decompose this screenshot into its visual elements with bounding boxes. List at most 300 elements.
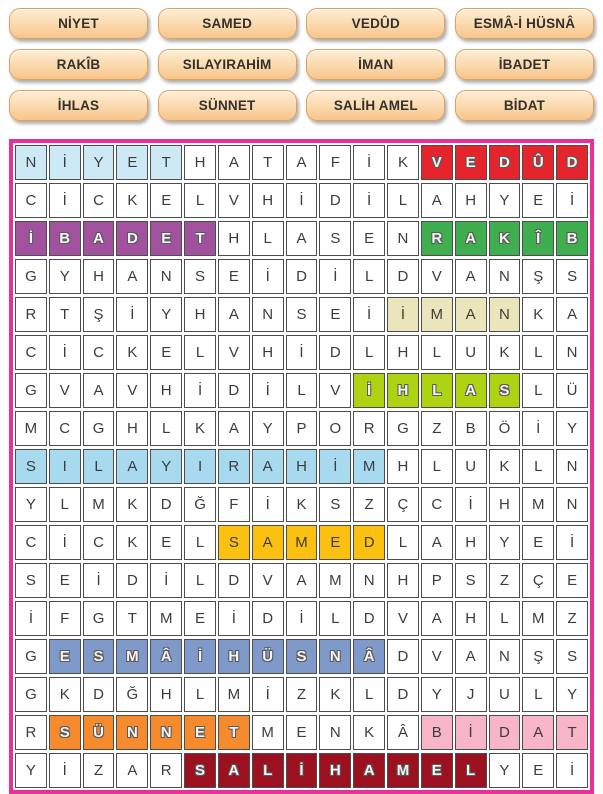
grid-cell[interactable]: T: [150, 145, 182, 180]
grid-cell[interactable]: Ğ: [116, 677, 148, 712]
grid-cell[interactable]: L: [522, 449, 554, 484]
grid-cell[interactable]: C: [421, 487, 453, 522]
grid-cell[interactable]: İ: [184, 639, 216, 674]
grid-cell[interactable]: C: [83, 525, 115, 560]
grid-cell[interactable]: V: [252, 563, 284, 598]
grid-cell[interactable]: Â: [150, 639, 182, 674]
grid-cell[interactable]: F: [218, 487, 250, 522]
grid-cell[interactable]: K: [387, 145, 419, 180]
grid-cell[interactable]: G: [387, 411, 419, 446]
grid-cell[interactable]: S: [83, 639, 115, 674]
grid-cell[interactable]: E: [522, 525, 554, 560]
grid-cell[interactable]: T: [184, 221, 216, 256]
grid-cell[interactable]: U: [489, 677, 521, 712]
grid-cell[interactable]: A: [218, 297, 250, 332]
grid-cell[interactable]: V: [319, 373, 351, 408]
grid-cell[interactable]: H: [387, 335, 419, 370]
grid-cell[interactable]: A: [455, 639, 487, 674]
grid-cell[interactable]: V: [218, 335, 250, 370]
grid-cell[interactable]: Z: [489, 563, 521, 598]
grid-cell[interactable]: Ü: [83, 715, 115, 750]
grid-cell[interactable]: İ: [353, 145, 385, 180]
grid-cell[interactable]: E: [49, 563, 81, 598]
grid-cell[interactable]: L: [353, 259, 385, 294]
grid-cell[interactable]: A: [522, 715, 554, 750]
grid-cell[interactable]: A: [116, 449, 148, 484]
grid-cell[interactable]: H: [116, 411, 148, 446]
grid-cell[interactable]: A: [286, 221, 318, 256]
grid-cell[interactable]: C: [15, 183, 47, 218]
grid-cell[interactable]: İ: [556, 183, 588, 218]
grid-cell[interactable]: N: [556, 449, 588, 484]
grid-cell[interactable]: A: [83, 221, 115, 256]
grid-cell[interactable]: H: [184, 145, 216, 180]
grid-cell[interactable]: A: [455, 373, 487, 408]
grid-cell[interactable]: M: [218, 677, 250, 712]
grid-cell[interactable]: L: [319, 601, 351, 636]
grid-cell[interactable]: G: [15, 639, 47, 674]
grid-cell[interactable]: Y: [489, 525, 521, 560]
grid-cell[interactable]: İ: [455, 487, 487, 522]
grid-cell[interactable]: D: [252, 601, 284, 636]
word-button-samed[interactable]: SAMED: [158, 8, 297, 39]
grid-cell[interactable]: A: [286, 145, 318, 180]
grid-cell[interactable]: H: [252, 335, 284, 370]
grid-cell[interactable]: S: [184, 259, 216, 294]
grid-cell[interactable]: L: [522, 335, 554, 370]
grid-cell[interactable]: K: [319, 677, 351, 712]
grid-cell[interactable]: B: [455, 411, 487, 446]
grid-cell[interactable]: E: [319, 297, 351, 332]
grid-cell[interactable]: İ: [353, 183, 385, 218]
grid-cell[interactable]: İ: [353, 373, 385, 408]
grid-cell[interactable]: N: [116, 715, 148, 750]
grid-cell[interactable]: H: [455, 601, 487, 636]
grid-cell[interactable]: L: [184, 335, 216, 370]
grid-cell[interactable]: Ç: [522, 563, 554, 598]
grid-cell[interactable]: N: [319, 715, 351, 750]
grid-cell[interactable]: E: [184, 715, 216, 750]
grid-cell[interactable]: Ü: [252, 639, 284, 674]
word-button-ibadet[interactable]: İBADET: [455, 49, 594, 80]
grid-cell[interactable]: Â: [353, 639, 385, 674]
grid-cell[interactable]: G: [15, 259, 47, 294]
grid-cell[interactable]: S: [489, 373, 521, 408]
grid-cell[interactable]: H: [218, 639, 250, 674]
grid-cell[interactable]: M: [522, 487, 554, 522]
grid-cell[interactable]: B: [49, 221, 81, 256]
grid-cell[interactable]: Y: [489, 183, 521, 218]
grid-cell[interactable]: Ö: [489, 411, 521, 446]
grid-cell[interactable]: İ: [286, 183, 318, 218]
grid-cell[interactable]: V: [116, 373, 148, 408]
grid-cell[interactable]: Z: [286, 677, 318, 712]
grid-cell[interactable]: D: [286, 259, 318, 294]
grid-cell[interactable]: H: [455, 525, 487, 560]
grid-cell[interactable]: A: [116, 259, 148, 294]
grid-cell[interactable]: H: [184, 297, 216, 332]
grid-cell[interactable]: I: [184, 449, 216, 484]
grid-cell[interactable]: N: [150, 259, 182, 294]
grid-cell[interactable]: İ: [455, 715, 487, 750]
grid-cell[interactable]: A: [421, 183, 453, 218]
grid-cell[interactable]: E: [150, 183, 182, 218]
grid-cell[interactable]: S: [184, 753, 216, 788]
grid-cell[interactable]: D: [556, 145, 588, 180]
grid-cell[interactable]: Z: [83, 753, 115, 788]
grid-cell[interactable]: L: [184, 525, 216, 560]
grid-cell[interactable]: Y: [556, 677, 588, 712]
grid-cell[interactable]: V: [387, 601, 419, 636]
grid-cell[interactable]: L: [522, 677, 554, 712]
grid-cell[interactable]: D: [353, 601, 385, 636]
grid-cell[interactable]: D: [319, 183, 351, 218]
grid-cell[interactable]: N: [489, 639, 521, 674]
grid-cell[interactable]: H: [150, 677, 182, 712]
grid-cell[interactable]: T: [116, 601, 148, 636]
grid-cell[interactable]: M: [319, 563, 351, 598]
grid-cell[interactable]: R: [15, 297, 47, 332]
grid-cell[interactable]: Y: [556, 411, 588, 446]
grid-cell[interactable]: S: [49, 715, 81, 750]
grid-cell[interactable]: D: [116, 563, 148, 598]
grid-cell[interactable]: R: [150, 753, 182, 788]
grid-cell[interactable]: A: [252, 525, 284, 560]
grid-cell[interactable]: E: [150, 525, 182, 560]
grid-cell[interactable]: Î: [522, 221, 554, 256]
grid-cell[interactable]: İ: [218, 601, 250, 636]
grid-cell[interactable]: İ: [286, 335, 318, 370]
grid-cell[interactable]: S: [556, 259, 588, 294]
grid-cell[interactable]: K: [489, 221, 521, 256]
grid-cell[interactable]: E: [286, 715, 318, 750]
word-button-niyet[interactable]: NİYET: [9, 8, 148, 39]
grid-cell[interactable]: E: [522, 183, 554, 218]
grid-cell[interactable]: L: [353, 335, 385, 370]
grid-cell[interactable]: E: [49, 639, 81, 674]
grid-cell[interactable]: S: [556, 639, 588, 674]
grid-cell[interactable]: V: [218, 183, 250, 218]
grid-cell[interactable]: İ: [522, 411, 554, 446]
grid-cell[interactable]: S: [15, 449, 47, 484]
grid-cell[interactable]: A: [83, 373, 115, 408]
grid-cell[interactable]: L: [489, 601, 521, 636]
grid-cell[interactable]: H: [387, 563, 419, 598]
grid-cell[interactable]: H: [319, 753, 351, 788]
grid-cell[interactable]: İ: [15, 221, 47, 256]
grid-cell[interactable]: M: [83, 487, 115, 522]
grid-cell[interactable]: Y: [252, 411, 284, 446]
grid-cell[interactable]: Ş: [522, 639, 554, 674]
grid-cell[interactable]: D: [116, 221, 148, 256]
grid-cell[interactable]: R: [15, 715, 47, 750]
grid-cell[interactable]: İ: [319, 259, 351, 294]
grid-cell[interactable]: H: [83, 259, 115, 294]
grid-cell[interactable]: L: [252, 753, 284, 788]
grid-cell[interactable]: S: [319, 487, 351, 522]
grid-cell[interactable]: A: [455, 297, 487, 332]
grid-cell[interactable]: İ: [49, 335, 81, 370]
grid-cell[interactable]: D: [387, 259, 419, 294]
grid-cell[interactable]: L: [421, 335, 453, 370]
grid-cell[interactable]: L: [83, 449, 115, 484]
grid-cell[interactable]: U: [455, 449, 487, 484]
grid-cell[interactable]: A: [556, 297, 588, 332]
grid-cell[interactable]: O: [319, 411, 351, 446]
grid-cell[interactable]: T: [252, 145, 284, 180]
grid-cell[interactable]: E: [184, 601, 216, 636]
grid-cell[interactable]: H: [252, 183, 284, 218]
grid-cell[interactable]: E: [116, 145, 148, 180]
grid-cell[interactable]: İ: [387, 297, 419, 332]
word-button-rakib[interactable]: RAKÎB: [9, 49, 148, 80]
grid-cell[interactable]: A: [218, 145, 250, 180]
grid-cell[interactable]: N: [319, 639, 351, 674]
grid-cell[interactable]: İ: [556, 753, 588, 788]
grid-cell[interactable]: L: [286, 373, 318, 408]
grid-cell[interactable]: K: [489, 335, 521, 370]
grid-cell[interactable]: C: [15, 335, 47, 370]
grid-cell[interactable]: P: [421, 563, 453, 598]
grid-cell[interactable]: N: [150, 715, 182, 750]
grid-cell[interactable]: R: [421, 221, 453, 256]
grid-cell[interactable]: İ: [353, 297, 385, 332]
grid-cell[interactable]: L: [353, 677, 385, 712]
grid-cell[interactable]: M: [286, 525, 318, 560]
grid-cell[interactable]: Z: [556, 601, 588, 636]
grid-cell[interactable]: E: [218, 259, 250, 294]
grid-cell[interactable]: Z: [421, 411, 453, 446]
word-button-silayirahim[interactable]: SILAYIRAHİM: [158, 49, 297, 80]
grid-cell[interactable]: İ: [83, 563, 115, 598]
grid-cell[interactable]: D: [353, 525, 385, 560]
grid-cell[interactable]: H: [150, 373, 182, 408]
grid-cell[interactable]: İ: [116, 297, 148, 332]
grid-cell[interactable]: İ: [319, 449, 351, 484]
grid-cell[interactable]: L: [184, 563, 216, 598]
grid-cell[interactable]: K: [286, 487, 318, 522]
grid-cell[interactable]: H: [286, 449, 318, 484]
word-button-esma-i-husna[interactable]: ESMÂ-İ HÜSNÂ: [455, 8, 594, 39]
grid-cell[interactable]: D: [218, 373, 250, 408]
grid-cell[interactable]: D: [489, 715, 521, 750]
grid-cell[interactable]: V: [421, 145, 453, 180]
grid-cell[interactable]: K: [353, 715, 385, 750]
grid-cell[interactable]: Y: [421, 677, 453, 712]
grid-cell[interactable]: L: [421, 449, 453, 484]
grid-cell[interactable]: M: [252, 715, 284, 750]
grid-cell[interactable]: K: [116, 487, 148, 522]
grid-cell[interactable]: A: [218, 753, 250, 788]
grid-cell[interactable]: K: [116, 525, 148, 560]
grid-cell[interactable]: İ: [15, 601, 47, 636]
grid-cell[interactable]: C: [83, 335, 115, 370]
grid-cell[interactable]: A: [286, 563, 318, 598]
grid-cell[interactable]: L: [184, 677, 216, 712]
grid-cell[interactable]: Y: [15, 753, 47, 788]
grid-cell[interactable]: S: [286, 639, 318, 674]
grid-cell[interactable]: K: [489, 449, 521, 484]
grid-cell[interactable]: İ: [184, 373, 216, 408]
grid-cell[interactable]: N: [556, 335, 588, 370]
grid-cell[interactable]: S: [15, 563, 47, 598]
grid-cell[interactable]: P: [286, 411, 318, 446]
grid-cell[interactable]: A: [252, 449, 284, 484]
grid-cell[interactable]: H: [455, 183, 487, 218]
grid-cell[interactable]: İ: [49, 145, 81, 180]
grid-cell[interactable]: C: [49, 411, 81, 446]
grid-cell[interactable]: H: [489, 487, 521, 522]
grid-cell[interactable]: Y: [15, 487, 47, 522]
grid-cell[interactable]: A: [421, 525, 453, 560]
grid-cell[interactable]: A: [455, 221, 487, 256]
word-button-iman[interactable]: İMAN: [306, 49, 445, 80]
grid-cell[interactable]: L: [150, 411, 182, 446]
grid-cell[interactable]: A: [421, 601, 453, 636]
grid-cell[interactable]: I: [49, 449, 81, 484]
grid-cell[interactable]: V: [49, 373, 81, 408]
grid-cell[interactable]: G: [15, 373, 47, 408]
grid-cell[interactable]: N: [252, 297, 284, 332]
grid-cell[interactable]: T: [49, 297, 81, 332]
grid-cell[interactable]: İ: [49, 753, 81, 788]
grid-cell[interactable]: D: [387, 677, 419, 712]
grid-cell[interactable]: M: [421, 297, 453, 332]
word-button-salih-amel[interactable]: SALİH AMEL: [306, 90, 445, 121]
grid-cell[interactable]: J: [455, 677, 487, 712]
grid-cell[interactable]: İ: [150, 563, 182, 598]
grid-cell[interactable]: K: [49, 677, 81, 712]
grid-cell[interactable]: R: [218, 449, 250, 484]
grid-cell[interactable]: N: [556, 487, 588, 522]
grid-cell[interactable]: S: [455, 563, 487, 598]
grid-cell[interactable]: H: [387, 449, 419, 484]
grid-cell[interactable]: Û: [522, 145, 554, 180]
grid-cell[interactable]: E: [455, 145, 487, 180]
grid-cell[interactable]: V: [421, 639, 453, 674]
grid-cell[interactable]: B: [421, 715, 453, 750]
grid-cell[interactable]: M: [116, 639, 148, 674]
grid-cell[interactable]: Ü: [556, 373, 588, 408]
grid-cell[interactable]: Ş: [522, 259, 554, 294]
grid-cell[interactable]: E: [556, 563, 588, 598]
grid-cell[interactable]: C: [15, 525, 47, 560]
grid-cell[interactable]: E: [522, 753, 554, 788]
grid-cell[interactable]: Y: [489, 753, 521, 788]
grid-cell[interactable]: İ: [286, 601, 318, 636]
grid-cell[interactable]: D: [387, 639, 419, 674]
grid-cell[interactable]: N: [489, 297, 521, 332]
grid-cell[interactable]: N: [353, 563, 385, 598]
grid-cell[interactable]: L: [522, 373, 554, 408]
grid-cell[interactable]: Â: [387, 715, 419, 750]
word-button-vedud[interactable]: VEDÛD: [306, 8, 445, 39]
grid-cell[interactable]: S: [319, 221, 351, 256]
grid-cell[interactable]: M: [522, 601, 554, 636]
grid-cell[interactable]: L: [252, 221, 284, 256]
grid-cell[interactable]: Y: [49, 259, 81, 294]
grid-cell[interactable]: D: [218, 563, 250, 598]
grid-cell[interactable]: K: [116, 183, 148, 218]
grid-cell[interactable]: A: [353, 753, 385, 788]
grid-cell[interactable]: İ: [252, 373, 284, 408]
grid-cell[interactable]: Z: [353, 487, 385, 522]
grid-cell[interactable]: G: [15, 677, 47, 712]
grid-cell[interactable]: İ: [556, 525, 588, 560]
grid-cell[interactable]: Ğ: [184, 487, 216, 522]
grid-cell[interactable]: İ: [252, 487, 284, 522]
grid-cell[interactable]: İ: [252, 677, 284, 712]
grid-cell[interactable]: L: [455, 753, 487, 788]
grid-cell[interactable]: L: [387, 525, 419, 560]
grid-cell[interactable]: G: [83, 601, 115, 636]
grid-cell[interactable]: M: [15, 411, 47, 446]
grid-cell[interactable]: Y: [83, 145, 115, 180]
grid-cell[interactable]: A: [116, 753, 148, 788]
grid-cell[interactable]: K: [522, 297, 554, 332]
grid-cell[interactable]: S: [218, 525, 250, 560]
grid-cell[interactable]: M: [387, 753, 419, 788]
grid-cell[interactable]: A: [218, 411, 250, 446]
grid-cell[interactable]: L: [421, 373, 453, 408]
grid-cell[interactable]: A: [455, 259, 487, 294]
grid-cell[interactable]: F: [319, 145, 351, 180]
grid-cell[interactable]: G: [83, 411, 115, 446]
grid-cell[interactable]: N: [489, 259, 521, 294]
grid-cell[interactable]: E: [319, 525, 351, 560]
grid-cell[interactable]: H: [218, 221, 250, 256]
grid-cell[interactable]: E: [353, 221, 385, 256]
word-button-ihlas[interactable]: İHLAS: [9, 90, 148, 121]
word-button-sunnet[interactable]: SÜNNET: [158, 90, 297, 121]
grid-cell[interactable]: İ: [49, 183, 81, 218]
grid-cell[interactable]: D: [489, 145, 521, 180]
grid-cell[interactable]: İ: [252, 259, 284, 294]
grid-cell[interactable]: D: [150, 487, 182, 522]
grid-cell[interactable]: Y: [150, 297, 182, 332]
grid-cell[interactable]: D: [83, 677, 115, 712]
grid-cell[interactable]: L: [387, 183, 419, 218]
grid-cell[interactable]: L: [184, 183, 216, 218]
grid-cell[interactable]: C: [83, 183, 115, 218]
grid-cell[interactable]: Ç: [387, 487, 419, 522]
grid-cell[interactable]: H: [387, 373, 419, 408]
grid-cell[interactable]: İ: [49, 525, 81, 560]
grid-cell[interactable]: U: [455, 335, 487, 370]
grid-cell[interactable]: Y: [150, 449, 182, 484]
grid-cell[interactable]: F: [49, 601, 81, 636]
word-button-bidat[interactable]: BİDAT: [455, 90, 594, 121]
grid-cell[interactable]: S: [286, 297, 318, 332]
grid-cell[interactable]: N: [15, 145, 47, 180]
grid-cell[interactable]: D: [319, 335, 351, 370]
grid-cell[interactable]: E: [421, 753, 453, 788]
grid-cell[interactable]: N: [387, 221, 419, 256]
grid-cell[interactable]: K: [116, 335, 148, 370]
grid-cell[interactable]: E: [150, 335, 182, 370]
grid-cell[interactable]: T: [556, 715, 588, 750]
grid-cell[interactable]: V: [421, 259, 453, 294]
grid-cell[interactable]: M: [353, 449, 385, 484]
grid-cell[interactable]: T: [218, 715, 250, 750]
grid-cell[interactable]: Ş: [83, 297, 115, 332]
grid-cell[interactable]: İ: [286, 753, 318, 788]
grid-cell[interactable]: K: [184, 411, 216, 446]
grid-cell[interactable]: E: [150, 221, 182, 256]
grid-cell[interactable]: L: [49, 487, 81, 522]
grid-cell[interactable]: R: [353, 411, 385, 446]
grid-cell[interactable]: B: [556, 221, 588, 256]
